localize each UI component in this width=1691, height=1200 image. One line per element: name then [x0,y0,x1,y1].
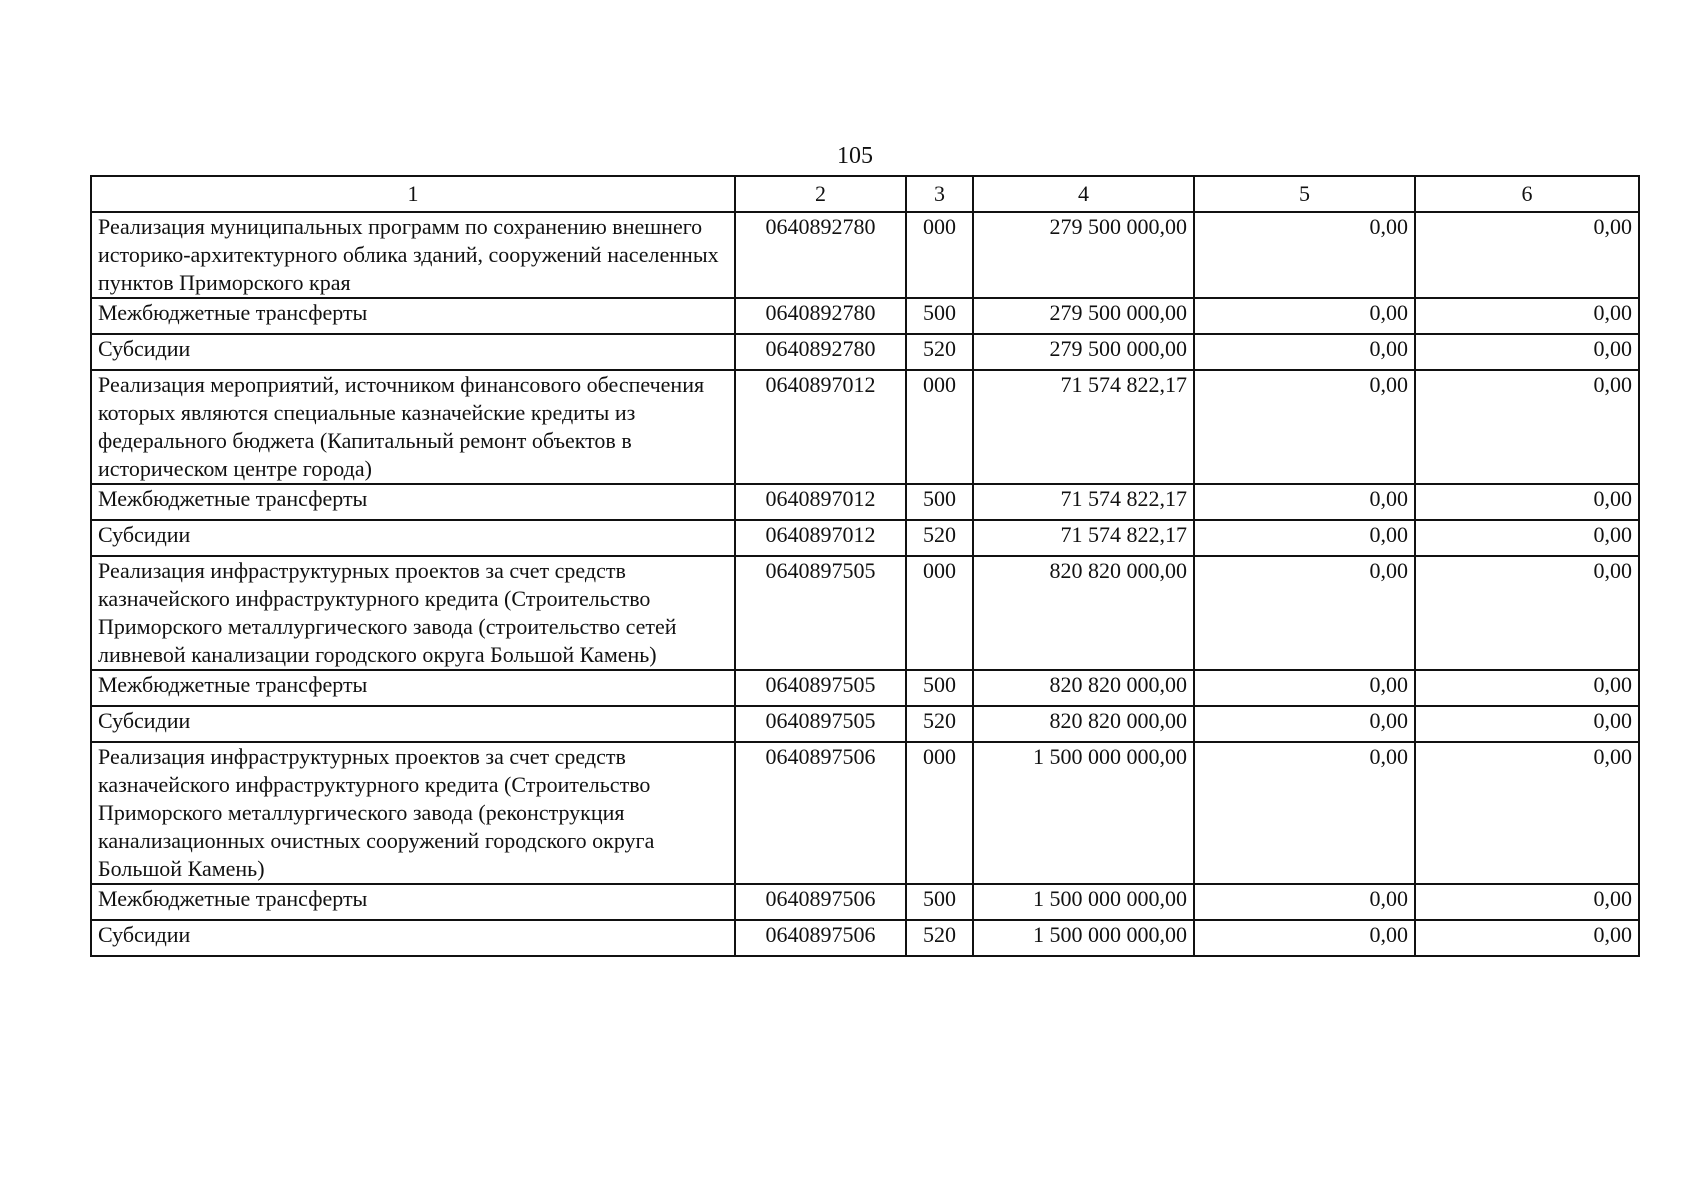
row-value-4: 71 574 822,17 [973,484,1194,520]
row-name: Субсидии [91,920,735,956]
row-name: Субсидии [91,706,735,742]
row-value-6: 0,00 [1415,298,1639,334]
row-value-5: 0,00 [1194,212,1415,298]
row-value-6: 0,00 [1415,920,1639,956]
header-row [91,176,1639,212]
row-value-5: 0,00 [1194,334,1415,370]
row-name: Реализация муниципальных программ по сохранению внешнего историко-архитектурного облика зданий, сооружений населенных пунктов Приморского края [91,212,735,298]
row-value-5: 0,00 [1194,742,1415,884]
row-name: Субсидии [91,334,735,370]
table-row [91,334,1639,370]
row-value-4: 279 500 000,00 [973,298,1194,334]
row-code: 0640897012 [735,520,906,556]
row-name: Межбюджетные трансферты [91,298,735,334]
table-row [91,670,1639,706]
table-row [91,742,1639,884]
row-name: Межбюджетные трансферты [91,670,735,706]
row-value-4: 1 500 000 000,00 [973,920,1194,956]
row-value-4: 1 500 000 000,00 [973,742,1194,884]
table-row [91,484,1639,520]
row-type: 000 [906,556,973,670]
row-type: 500 [906,484,973,520]
row-type: 000 [906,742,973,884]
header-col-1: 1 [91,176,735,212]
row-value-6: 0,00 [1415,742,1639,884]
row-code: 0640897505 [735,556,906,670]
row-value-6: 0,00 [1415,484,1639,520]
row-value-5: 0,00 [1194,884,1415,920]
row-name: Субсидии [91,520,735,556]
row-value-5: 0,00 [1194,706,1415,742]
row-type: 500 [906,670,973,706]
table-body [91,212,1639,956]
table-row [91,920,1639,956]
row-value-5: 0,00 [1194,298,1415,334]
row-name: Реализация инфраструктурных проектов за счет средств казначейского инфраструктурного кредита (Строительство Приморского металлургического завода (реконструкция канализационных очистных сооружений городского округа Большой Камень) [91,742,735,884]
table-header [91,176,1639,212]
row-value-4: 820 820 000,00 [973,706,1194,742]
header-col-4: 4 [973,176,1194,212]
row-value-4: 279 500 000,00 [973,334,1194,370]
table-row [91,556,1639,670]
table-row [91,706,1639,742]
row-value-6: 0,00 [1415,370,1639,484]
row-value-5: 0,00 [1194,670,1415,706]
row-type: 520 [906,520,973,556]
table-row [91,370,1639,484]
row-value-6: 0,00 [1415,334,1639,370]
header-col-5: 5 [1194,176,1415,212]
row-value-5: 0,00 [1194,556,1415,670]
header-col-6: 6 [1415,176,1639,212]
row-value-4: 820 820 000,00 [973,556,1194,670]
row-code: 0640892780 [735,298,906,334]
row-type: 500 [906,298,973,334]
row-type: 500 [906,884,973,920]
row-value-6: 0,00 [1415,884,1639,920]
row-value-6: 0,00 [1415,556,1639,670]
row-value-6: 0,00 [1415,212,1639,298]
row-code: 0640892780 [735,212,906,298]
row-type: 000 [906,212,973,298]
row-value-5: 0,00 [1194,920,1415,956]
row-code: 0640897012 [735,370,906,484]
row-value-6: 0,00 [1415,520,1639,556]
row-value-4: 71 574 822,17 [973,370,1194,484]
row-name: Межбюджетные трансферты [91,484,735,520]
table-row [91,298,1639,334]
page-number: 105 [837,143,873,169]
table-row [91,520,1639,556]
row-type: 520 [906,920,973,956]
row-code: 0640897506 [735,742,906,884]
row-value-6: 0,00 [1415,706,1639,742]
row-value-5: 0,00 [1194,484,1415,520]
row-value-4: 71 574 822,17 [973,520,1194,556]
row-code: 0640892780 [735,334,906,370]
row-value-4: 279 500 000,00 [973,212,1194,298]
row-value-6: 0,00 [1415,670,1639,706]
row-code: 0640897506 [735,884,906,920]
row-name: Межбюджетные трансферты [91,884,735,920]
row-value-4: 820 820 000,00 [973,670,1194,706]
row-code: 0640897012 [735,484,906,520]
row-type: 520 [906,334,973,370]
budget-table [90,175,1640,957]
table-row [91,212,1639,298]
header-col-3: 3 [906,176,973,212]
header-col-2: 2 [735,176,906,212]
row-name: Реализация инфраструктурных проектов за счет средств казначейского инфраструктурного кредита (Строительство Приморского металлургического завода (строительство сетей ливневой канализации городского округа Большой Камень) [91,556,735,670]
row-type: 520 [906,706,973,742]
row-code: 0640897506 [735,920,906,956]
row-code: 0640897505 [735,670,906,706]
row-value-5: 0,00 [1194,520,1415,556]
row-value-5: 0,00 [1194,370,1415,484]
row-name: Реализация мероприятий, источником финансового обеспечения которых являются специальные казначейские кредиты из федерального бюджета (Капитальный ремонт объектов в историческом центре города) [91,370,735,484]
row-value-4: 1 500 000 000,00 [973,884,1194,920]
row-code: 0640897505 [735,706,906,742]
row-type: 000 [906,370,973,484]
table-row [91,884,1639,920]
